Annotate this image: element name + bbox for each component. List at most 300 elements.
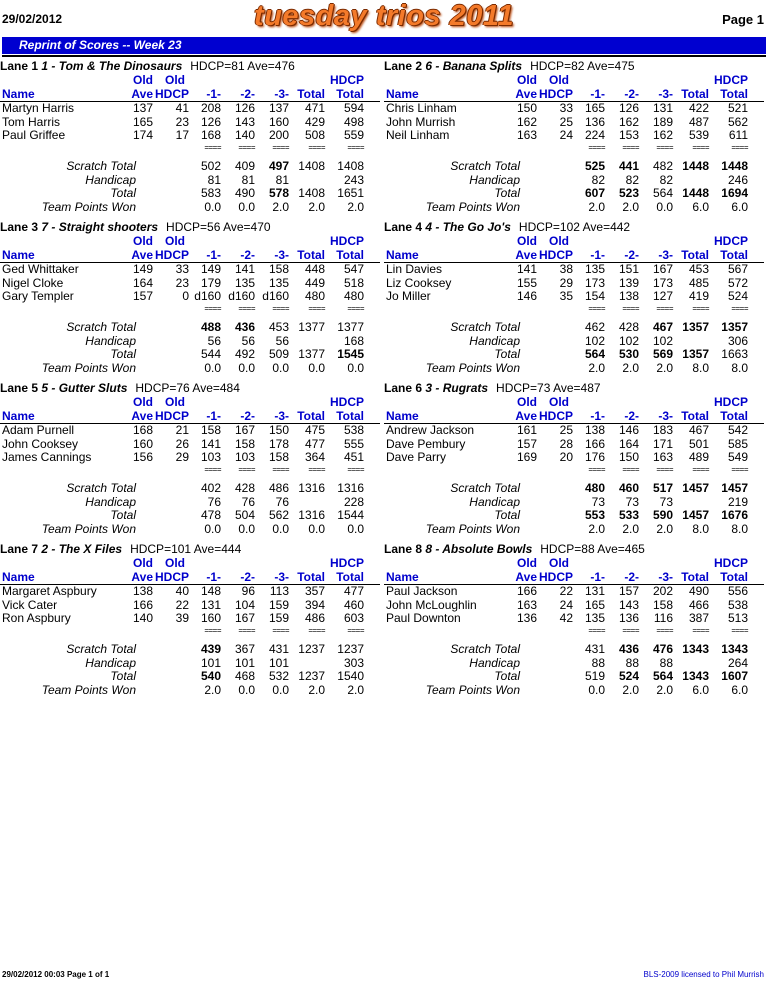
scratch-total-total: 1237 (298, 642, 325, 656)
lane-number: Lane 4 (384, 220, 423, 234)
grand-total-label: Total (110, 508, 136, 522)
header-hdcp-total: Total (720, 409, 748, 423)
handicap-label: Handicap (469, 495, 520, 509)
team-points-htotal: 8.0 (731, 361, 748, 375)
team-points-g2: 0.0 (238, 361, 255, 375)
player-total: 364 (304, 450, 325, 464)
team-hdcp-average: HDCP=101 Ave=444 (130, 542, 242, 556)
divider-g1: ==== (588, 142, 605, 152)
player-ave: 160 (132, 436, 153, 451)
header-game-1: -1- (206, 409, 221, 423)
player-total: 419 (688, 289, 709, 303)
player-g2: 139 (618, 275, 639, 290)
player-g1: 103 (200, 450, 221, 464)
header-game-3: -3- (274, 248, 289, 262)
grand-total-g1: 540 (200, 669, 221, 683)
divider-g2: ==== (622, 303, 639, 313)
player-hdcp: 24 (559, 128, 573, 142)
player-hdcp: 40 (175, 584, 189, 598)
header-hdcp: HDCP (538, 409, 573, 423)
divider-g1: ==== (204, 142, 221, 152)
player-total: 477 (304, 436, 325, 451)
lane-block (384, 220, 764, 378)
divider-g1: ==== (588, 464, 605, 474)
team-points-label: Team Points Won (41, 200, 136, 214)
divider-g2: ==== (622, 464, 639, 474)
grand-total-g1: 553 (584, 508, 605, 522)
grand-total-g3: 564 (652, 186, 673, 200)
grand-total-htotal: 1663 (721, 347, 748, 361)
header-hdcp-top: HDCP (329, 73, 364, 87)
player-ave: 166 (516, 584, 537, 598)
grand-total-g3: 532 (268, 669, 289, 683)
header-game-3: -3- (658, 570, 673, 584)
team-points-g3: 2.0 (272, 200, 289, 214)
team-points-g2: 2.0 (622, 361, 639, 375)
player-g1: 165 (584, 597, 605, 612)
player-name: Jo Miller (386, 289, 431, 303)
lane-number: Lane 3 (0, 220, 39, 234)
player-hdcp: 22 (559, 584, 573, 598)
header-old-ave: Old (517, 395, 537, 409)
player-total: 487 (688, 114, 709, 129)
lane-block (384, 542, 764, 700)
player-ave: 174 (132, 128, 153, 142)
team-hdcp-average: HDCP=56 Ave=470 (166, 220, 271, 234)
player-name: Paul Downton (386, 611, 461, 625)
header-total: Total (297, 248, 325, 262)
header-name: Name (2, 570, 35, 584)
scratch-total-g3: 476 (652, 642, 673, 656)
header-old-ave: Old (517, 234, 537, 248)
player-g2: 164 (618, 436, 639, 451)
scratch-total-htotal: 1457 (721, 481, 748, 495)
divider-g1: ==== (204, 464, 221, 474)
grand-total-total: 1377 (298, 347, 325, 361)
grand-total-g2: 524 (618, 669, 639, 683)
header-total: Total (681, 409, 709, 423)
header-hdcp-total: Total (720, 570, 748, 584)
header-hdcp: HDCP (154, 87, 189, 101)
player-g2: 138 (618, 289, 639, 303)
divider-g3: ==== (656, 303, 673, 313)
grand-total-g3: 509 (268, 347, 289, 361)
header-name: Name (2, 248, 35, 262)
divider-htotal: ==== (731, 625, 748, 635)
player-hdcp: 26 (175, 436, 189, 451)
player-name: James Cannings (2, 450, 92, 464)
team-points-g3: 0.0 (656, 200, 673, 214)
handicap-g2: 81 (241, 173, 255, 187)
grand-total-g2: 490 (234, 186, 255, 200)
team-points-total: 6.0 (692, 683, 709, 697)
divider-total: ==== (692, 303, 709, 313)
team-points-g1: 2.0 (588, 522, 605, 536)
player-total: 486 (304, 611, 325, 625)
divider-htotal: ==== (347, 303, 364, 313)
player-ave: 162 (516, 114, 537, 129)
handicap-g3: 101 (268, 656, 289, 670)
player-hdcp: 0 (182, 289, 189, 303)
divider-g3: ==== (656, 464, 673, 474)
lane-block (0, 381, 380, 539)
team-points-htotal: 0.0 (347, 522, 364, 536)
player-total: 467 (688, 423, 709, 437)
team-points-g1: 2.0 (588, 361, 605, 375)
player-total: 394 (304, 597, 325, 612)
header-name: Name (386, 570, 419, 584)
player-g1: 136 (584, 114, 605, 129)
header-ave: Ave (131, 570, 153, 584)
player-name: Chris Linham (386, 101, 457, 115)
grand-total-g2: 533 (618, 508, 639, 522)
header-game-1: -1- (590, 409, 605, 423)
header-old-ave: Old (133, 234, 153, 248)
player-hdcp: 28 (559, 436, 573, 451)
header-name: Name (2, 409, 35, 423)
player-hdcp: 25 (559, 114, 573, 129)
team-points-g2: 2.0 (622, 683, 639, 697)
player-htotal: 572 (727, 275, 748, 290)
player-htotal: 611 (728, 128, 748, 142)
handicap-g2: 101 (234, 656, 255, 670)
player-name: John McLoughlin (386, 597, 477, 612)
player-g1: 173 (584, 275, 605, 290)
player-ave: 146 (516, 289, 537, 303)
player-g1: 141 (200, 436, 221, 451)
header-game-2: -2- (624, 409, 639, 423)
team-hdcp-average: HDCP=88 Ave=465 (540, 542, 645, 556)
grand-total-label: Total (110, 669, 136, 683)
scratch-total-g2: 436 (618, 642, 639, 656)
scratch-total-label: Scratch Total (450, 481, 520, 495)
player-g3: 183 (652, 423, 673, 437)
handicap-htotal: 219 (727, 495, 748, 509)
header-game-1: -1- (206, 570, 221, 584)
scratch-total-g1: 480 (584, 481, 605, 495)
player-name: Martyn Harris (2, 101, 75, 115)
player-htotal: 603 (343, 611, 364, 625)
scratch-total-total: 1377 (298, 320, 325, 334)
handicap-htotal: 228 (343, 495, 364, 509)
player-hdcp: 23 (175, 275, 189, 290)
player-htotal: 538 (727, 597, 748, 612)
scratch-total-label: Scratch Total (66, 481, 136, 495)
team-name: 3 - Rugrats (425, 381, 489, 395)
scratch-total-htotal: 1448 (721, 159, 748, 173)
player-name: Vick Cater (2, 597, 58, 612)
header-hdcp-total: Total (336, 570, 364, 584)
handicap-label: Handicap (85, 495, 136, 509)
player-g2: 162 (618, 114, 639, 129)
player-ave: 156 (132, 450, 153, 464)
player-g2: 104 (234, 597, 255, 612)
banner-text: Reprint of Scores -- Week 23 (19, 38, 182, 52)
header-total: Total (681, 87, 709, 101)
player-htotal: 521 (727, 101, 748, 115)
handicap-g1: 88 (591, 656, 605, 670)
player-ave: 138 (132, 584, 153, 598)
team-points-total: 0.0 (308, 361, 325, 375)
team-points-g1: 0.0 (204, 200, 221, 214)
divider-g1: ==== (204, 303, 221, 313)
banner-rule (2, 55, 766, 57)
grand-total-htotal: 1651 (337, 186, 364, 200)
player-htotal: 567 (727, 262, 748, 276)
player-total: 466 (688, 597, 709, 612)
header-hdcp-top: HDCP (713, 395, 748, 409)
player-g2: 126 (618, 101, 639, 115)
grand-total-g3: 590 (652, 508, 673, 522)
scratch-total-g3: 467 (652, 320, 673, 334)
player-g3: 162 (652, 128, 673, 142)
player-g1: 138 (584, 423, 605, 437)
header-old-hdcp: Old (549, 73, 569, 87)
grand-total-htotal: 1694 (721, 186, 748, 200)
divider-total: ==== (308, 625, 325, 635)
player-g3: 158 (268, 450, 289, 464)
player-name: Ron Aspbury (2, 611, 71, 625)
grand-total-g3: 578 (268, 186, 289, 200)
player-htotal: 555 (343, 436, 364, 451)
header-hdcp: HDCP (538, 570, 573, 584)
grand-total-label: Total (494, 347, 520, 361)
player-htotal: 562 (727, 114, 748, 129)
header-game-1: -1- (590, 248, 605, 262)
team-name: 7 - Straight shooters (41, 220, 159, 234)
handicap-g2: 88 (625, 656, 639, 670)
team-points-g3: 2.0 (656, 522, 673, 536)
scratch-total-htotal: 1377 (337, 320, 364, 334)
header-old-hdcp: Old (165, 395, 185, 409)
team-hdcp-average: HDCP=82 Ave=475 (530, 59, 635, 73)
player-name: Paul Griffee (2, 128, 66, 142)
player-total: 448 (304, 262, 325, 276)
grand-total-g1: 607 (584, 186, 605, 200)
player-g3: 202 (652, 584, 673, 598)
player-name: Dave Parry (386, 450, 447, 464)
divider-total: ==== (692, 464, 709, 474)
player-g3: 137 (268, 101, 289, 115)
handicap-g3: 81 (275, 173, 289, 187)
team-points-g3: 0.0 (272, 361, 289, 375)
scratch-total-label: Scratch Total (66, 642, 136, 656)
lane-title (384, 381, 601, 395)
player-htotal: 556 (727, 584, 748, 598)
player-g3: 158 (268, 262, 289, 276)
player-g3: 158 (652, 597, 673, 612)
header-hdcp-top: HDCP (329, 234, 364, 248)
scratch-total-g2: 436 (234, 320, 255, 334)
handicap-label: Handicap (85, 656, 136, 670)
header-game-3: -3- (658, 87, 673, 101)
header-hdcp: HDCP (538, 248, 573, 262)
header-game-3: -3- (274, 570, 289, 584)
divider-total: ==== (308, 142, 325, 152)
player-g2: 135 (234, 275, 255, 290)
player-name: Margaret Aspbury (2, 584, 97, 598)
team-points-htotal: 6.0 (731, 200, 748, 214)
divider-htotal: ==== (347, 142, 364, 152)
handicap-label: Handicap (469, 656, 520, 670)
player-hdcp: 33 (175, 262, 189, 276)
header-hdcp-top: HDCP (713, 556, 748, 570)
player-total: 508 (304, 128, 325, 142)
lane-block (0, 542, 380, 700)
header-ave: Ave (515, 409, 537, 423)
team-points-htotal: 2.0 (347, 200, 364, 214)
player-ave: 157 (516, 436, 537, 451)
handicap-g3: 73 (659, 495, 673, 509)
grand-total-htotal: 1545 (337, 347, 364, 361)
player-total: 422 (688, 101, 709, 115)
handicap-g3: 56 (275, 334, 289, 348)
handicap-g1: 76 (207, 495, 221, 509)
divider-total: ==== (692, 625, 709, 635)
player-htotal: 538 (343, 423, 364, 437)
player-htotal: 594 (343, 101, 364, 115)
player-g3: 167 (652, 262, 673, 276)
header-game-2: -2- (624, 248, 639, 262)
player-g1: 158 (200, 423, 221, 437)
grand-total-htotal: 1607 (721, 669, 748, 683)
player-g1: 131 (584, 584, 605, 598)
player-htotal: 549 (727, 450, 748, 464)
header-hdcp-top: HDCP (713, 234, 748, 248)
handicap-htotal: 246 (727, 173, 748, 187)
player-g2: 136 (618, 611, 639, 625)
header-old-ave: Old (517, 556, 537, 570)
header-hdcp-top: HDCP (329, 556, 364, 570)
player-g1: 166 (584, 436, 605, 451)
lane-block (0, 59, 380, 217)
scratch-total-g2: 409 (234, 159, 255, 173)
lane-title (0, 381, 240, 395)
divider-htotal: ==== (731, 464, 748, 474)
player-total: 480 (304, 289, 325, 303)
header-ave: Ave (515, 570, 537, 584)
player-htotal: 480 (343, 289, 364, 303)
player-ave: 169 (516, 450, 537, 464)
divider-g1: ==== (204, 625, 221, 635)
player-ave: 163 (516, 597, 537, 612)
handicap-g1: 82 (591, 173, 605, 187)
player-g2: 126 (234, 101, 255, 115)
grand-total-label: Total (494, 508, 520, 522)
divider-total: ==== (692, 142, 709, 152)
header-name: Name (386, 87, 419, 101)
divider-htotal: ==== (731, 303, 748, 313)
team-hdcp-average: HDCP=81 Ave=476 (190, 59, 295, 73)
grand-total-total: 1343 (682, 669, 709, 683)
handicap-htotal: 303 (343, 656, 364, 670)
header-game-1: -1- (206, 87, 221, 101)
header-name: Name (386, 409, 419, 423)
header-game-3: -3- (274, 87, 289, 101)
player-g1: 179 (200, 275, 221, 290)
player-g3: 163 (652, 450, 673, 464)
team-points-total: 8.0 (692, 361, 709, 375)
scratch-total-total: 1316 (298, 481, 325, 495)
team-points-g3: 2.0 (656, 683, 673, 697)
divider-g2: ==== (622, 625, 639, 635)
divider-g2: ==== (238, 142, 255, 152)
lane-title (0, 542, 241, 556)
player-htotal: 460 (343, 597, 364, 612)
team-points-total: 2.0 (308, 200, 325, 214)
player-total: 357 (304, 584, 325, 598)
player-g1: 224 (584, 128, 605, 142)
team-hdcp-average: HDCP=76 Ave=484 (135, 381, 240, 395)
scratch-total-total: 1343 (682, 642, 709, 656)
player-hdcp: 23 (175, 114, 189, 129)
player-hdcp: 24 (559, 597, 573, 612)
handicap-g1: 73 (591, 495, 605, 509)
team-hdcp-average: HDCP=102 Ave=442 (518, 220, 631, 234)
lane-block (384, 381, 764, 539)
player-hdcp: 39 (175, 611, 189, 625)
divider-g2: ==== (622, 142, 639, 152)
team-points-g1: 2.0 (204, 683, 221, 697)
header-hdcp-total: Total (336, 409, 364, 423)
player-name: Dave Pembury (386, 436, 466, 451)
grand-total-total: 1316 (298, 508, 325, 522)
header-ave: Ave (131, 248, 153, 262)
player-g1: 135 (584, 611, 605, 625)
header-hdcp-total: Total (720, 87, 748, 101)
player-g1: 208 (200, 101, 221, 115)
scratch-total-label: Scratch Total (450, 159, 520, 173)
handicap-g3: 102 (652, 334, 673, 348)
scratch-total-g1: 431 (584, 642, 605, 656)
scratch-total-g1: 525 (584, 159, 605, 173)
header-game-2: -2- (624, 87, 639, 101)
header-game-1: -1- (590, 570, 605, 584)
player-name: Adam Purnell (2, 423, 75, 437)
grand-total-label: Total (494, 669, 520, 683)
lane-block (0, 220, 380, 378)
team-points-htotal: 0.0 (347, 361, 364, 375)
header-game-3: -3- (274, 409, 289, 423)
scratch-total-label: Scratch Total (450, 642, 520, 656)
lane-title (384, 220, 630, 234)
header-hdcp: HDCP (154, 248, 189, 262)
scratch-total-g2: 428 (618, 320, 639, 334)
grand-total-g1: 478 (200, 508, 221, 522)
grand-total-total: 1357 (682, 347, 709, 361)
scratch-total-htotal: 1316 (337, 481, 364, 495)
grand-total-label: Total (110, 347, 136, 361)
handicap-g1: 102 (584, 334, 605, 348)
player-total: 489 (688, 450, 709, 464)
header-old-hdcp: Old (165, 73, 185, 87)
player-g2: 143 (618, 597, 639, 612)
header-game-1: -1- (206, 248, 221, 262)
page-number: Page 1 (722, 12, 764, 27)
divider-g3: ==== (272, 464, 289, 474)
divider-g3: ==== (272, 142, 289, 152)
header-total: Total (297, 87, 325, 101)
player-g3: 159 (268, 611, 289, 625)
player-ave: 157 (132, 289, 153, 303)
grand-total-g1: 519 (584, 669, 605, 683)
header-total: Total (297, 409, 325, 423)
team-points-label: Team Points Won (425, 683, 520, 697)
scratch-total-total: 1357 (682, 320, 709, 334)
handicap-htotal: 306 (727, 334, 748, 348)
header-game-2: -2- (240, 87, 255, 101)
player-g2: 151 (618, 262, 639, 276)
